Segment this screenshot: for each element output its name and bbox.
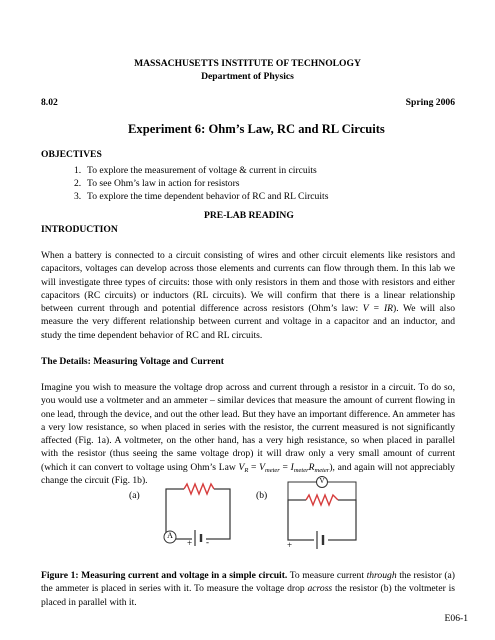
circuit-diagram-a xyxy=(160,479,240,549)
details-paragraph: Imagine you wish to measure the voltage drop across and current through a resistor in a circuit. To do so, you would use a voltmeter and an ammeter – similar devices that measure the amount of current flowing in one lead, through the device, and out the other lead. But they have an important difference. An ammeter has a very low resistance, so when placed in series with the resistor, the current measured is not significantly affected (Fig. 1a). A voltmeter, on the other hand, has a very high resistance, so when placed in parallel with the resistor (thus seeing the same voltage drop) it will draw only a very small amount of current (which it can convert to voltage using Ohm’s Law $V_R = V_{meter} = I_{meter}R_{meter}$), and again will not appreciably change the circuit (Fig. 1b). xyxy=(41,382,455,487)
institute-name: MASSACHUSETTS INSTITUTE OF TECHNOLOGY xyxy=(134,58,361,69)
ammeter-label: A xyxy=(167,531,173,540)
objective-item: 1. To explore the measurement of voltage & current in circuits xyxy=(74,165,317,176)
circuit-diagram-b xyxy=(284,476,364,550)
battery-plus-b: + xyxy=(287,540,293,550)
introduction-paragraph: When a battery is connected to a circuit consisting of wires and other circuit elements like resistors and capacitors, voltages can develop across those elements and currents can flow through them. In this lab we will investigate three types of circuits: those with only resistors in them and those with resistors and either capacitors (RC circuits) or inductors (RL circuits). We will confirm that there is a linear relationship between current through and potential difference across resistors (Ohm’s law: V = IR). We will also measure the very different relationship between current and voltage in a capacitor and an inductor, and study the time dependent behavior of RC and RL circuits. xyxy=(41,250,455,341)
objective-item: 2. To see Ohm’s law in action for resistors xyxy=(74,178,240,190)
battery-plus-a: + xyxy=(187,538,193,548)
battery-minus-a: - xyxy=(206,537,209,547)
details-heading: The Details: Measuring Voltage and Current xyxy=(41,356,224,367)
term: Spring 2006 xyxy=(405,97,455,108)
department-name: Department of Physics xyxy=(201,71,294,82)
prelab-heading: PRE-LAB READING xyxy=(204,210,294,221)
voltmeter-label: V xyxy=(319,477,325,485)
objectives-heading: OBJECTIVES xyxy=(41,149,102,160)
objective-item: 3. To explore the time dependent behavior of RC and RL Circuits xyxy=(74,191,329,203)
document-title: Experiment 6: Ohm’s Law, RC and RL Circuits xyxy=(128,122,385,136)
figure-caption: Figure 1: Measuring current and voltage in a simple circuit. To measure current through the resistor (a) the ammeter is placed in series with it. To measure the voltage drop across the resistor (b) the voltmeter is placed in parallel with it. xyxy=(41,570,455,608)
course-number: 8.02 xyxy=(41,97,58,108)
objectives-list xyxy=(74,164,328,204)
figure-label-b: (b) xyxy=(256,490,268,501)
page-number: E06-1 xyxy=(444,613,468,624)
figure-label-a: (a) xyxy=(129,490,140,501)
introduction-heading: INTRODUCTION xyxy=(41,224,118,235)
